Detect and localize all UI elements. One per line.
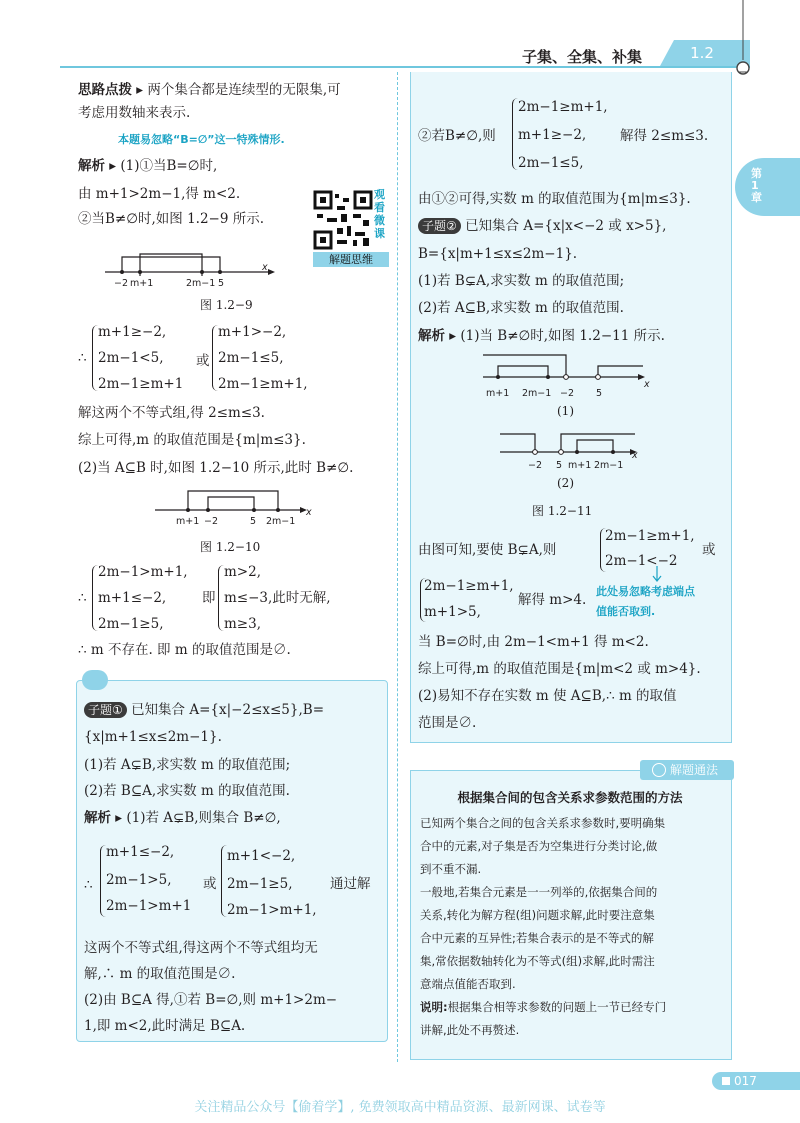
fig11b-label-5: 5 [556, 460, 563, 471]
sub1-tag: 子题① [84, 702, 127, 718]
jx-line1 [78, 156, 217, 176]
sysD-2: m+1>5, [424, 604, 481, 620]
method-line: 到不重不漏. [420, 862, 482, 876]
jx-label: 解析 [84, 810, 111, 826]
sub2-q2: B={x|m+1≤x≤2m−1}. [418, 246, 578, 262]
fig9-caption: 图 1.2−9 [200, 298, 253, 312]
method-line: 合中的元素,对子集是否为空集进行分类讨论,做 [420, 839, 658, 853]
sub1-through: 通过解 [330, 876, 371, 892]
sub2-jx [418, 326, 665, 346]
note-arrow [650, 566, 664, 584]
footer-watermark: 关注精品公众号【偷着学】, 免费领取高中精品资源、最新网课、试卷等 [194, 1100, 606, 1115]
page-number-icon [722, 1077, 730, 1085]
fig9-label-m1: m+1 [130, 278, 154, 289]
method-line: 一般地,若集合元素是一一列举的,依据集合间的 [420, 885, 658, 899]
fig10-label-m1: m+1 [176, 516, 200, 527]
solveTop: 解得 2≤m≤3. [620, 128, 709, 144]
fig10-caption: 图 1.2−10 [200, 540, 261, 554]
sysC-1: 2m−1≥m+1, [605, 528, 695, 544]
triangle-icon: ▸ [445, 328, 461, 344]
sys1b-3: 2m−1≥m+1, [218, 376, 308, 392]
hanging-decoration [728, 0, 758, 80]
sys1b-2: 2m−1≤5, [218, 350, 284, 366]
qr-caption: 解题思维 [313, 252, 389, 267]
method-line: 已知两个集合之间的包含关系求参数时,要明确集 [420, 816, 666, 830]
triangle-icon: ▸ [132, 82, 148, 98]
fig11-caption: 图 1.2−11 [532, 504, 593, 518]
sub2-tag: 子题② [418, 218, 461, 234]
sub1-sysB-1: m+1<−2, [227, 848, 296, 864]
qr-side-label: 观看微课 [374, 188, 385, 240]
fig11b-caption: (2) [557, 476, 574, 490]
sys1a-1: m+1≥−2, [98, 324, 167, 340]
sub1-a1-text: (1)若 A⊊B,则集合 B≠∅, [126, 810, 281, 826]
p2a: (2)易知不存在实数 m 使 A⊆B,∴ m 的取值 [418, 688, 677, 704]
sys2-3: 2m−1≥5, [98, 616, 164, 632]
p2b: 范围是∅. [418, 715, 477, 731]
jx-line2: 由 m+1>2m−1,得 m<2. [78, 186, 241, 202]
method-note-text: 根据集合相等求参数的问题上一节已经专门 [447, 1000, 667, 1014]
part2: (2)当 A⊆B 时,如图 1.2−10 所示,此时 B≠∅. [78, 460, 354, 476]
sub2-q4: (2)若 A⊆B,求实数 m 的取值范围. [418, 300, 624, 316]
sub1-a5: 1,即 m<2,此时满足 B⊆A. [84, 1018, 246, 1034]
sum1: 综上可得,m 的取值范围是{m|m≤3}. [78, 432, 306, 448]
sysC-2: 2m−1<−2 [605, 553, 678, 569]
jx-line3: ②当B≠∅时,如图 1.2−9 所示. [78, 211, 265, 227]
fig10-label-neg2: −2 [204, 516, 219, 527]
fig9-label-2m1: 2m−1 [186, 278, 216, 289]
sub2-jx-text: (1)当 B≠∅时,如图 1.2−11 所示. [460, 328, 665, 344]
fig11a-label-neg2: −2 [560, 388, 575, 399]
chapter-tab [735, 158, 800, 216]
sys1a-2: 2m−1<5, [98, 350, 164, 366]
triangle-icon: ▸ [105, 158, 121, 174]
triangle-icon: ▸ [111, 810, 127, 826]
sub2-q3: (1)若 B⊊A,求实数 m 的取值范围; [418, 273, 625, 289]
sys2-1: 2m−1>m+1, [98, 564, 188, 580]
fig11a-label-m1: m+1 [486, 388, 510, 399]
method-lines [420, 812, 726, 1042]
fig11a-caption: (1) [557, 404, 574, 418]
sub1-sysB-3: 2m−1>m+1, [227, 902, 317, 918]
fig11b-label-neg2: −2 [528, 460, 543, 471]
method-note-label: 说明: [420, 1000, 448, 1014]
sys1-or: 或 [196, 353, 210, 369]
fig11a-label-2m1: 2m−1 [522, 388, 552, 399]
sys2-ji: 即 [202, 590, 216, 606]
qr-code[interactable] [313, 190, 373, 250]
sub1-box-icon [82, 670, 108, 690]
sysTop-1: 2m−1≥m+1, [518, 99, 608, 115]
note-empty-case: 本题易忽略“B=∅”这一特殊情形. [118, 133, 285, 146]
sub1-a1 [84, 808, 281, 828]
method-badge-icon [652, 763, 666, 777]
hint-text: 两个集合都是连续型的无限集,可 [147, 82, 341, 98]
therefore-3: ∴ [84, 877, 93, 893]
sub1-a2: 这两个不等式组,得这两个不等式组均无 [84, 940, 318, 956]
fig11b-label-x: x [632, 450, 638, 461]
method-line: 合中元素的互异性;若集合表示的是不等式的解 [420, 931, 654, 945]
solve1: 解这两个不等式组,得 2≤m≤3. [78, 405, 265, 421]
note-end-2: 值能否取到. [596, 605, 656, 618]
sys2-2: m+1≤−2, [98, 590, 167, 606]
hint-paragraph [78, 80, 341, 100]
sys2r-3: m≥3, [224, 616, 261, 632]
conclude2: ∴ m 不存在. 即 m 的取值范围是∅. [78, 642, 291, 658]
sys1a-3: 2m−1≥m+1 [98, 376, 184, 392]
sub1-a4: (2)由 B⊆A 得,①若 B=∅,则 m+1>2m− [84, 992, 338, 1008]
sub1-sysA-1: m+1≤−2, [106, 844, 175, 860]
sys2r-1: m>2, [224, 564, 261, 580]
method-badge-label: 解题通法 [670, 763, 719, 777]
sysC-or: 或 [702, 542, 716, 558]
sub1-sysA-2: 2m−1>5, [106, 872, 172, 888]
sub1-q4: (2)若 B⊆A,求实数 m 的取值范围. [84, 783, 290, 799]
fig9-label-neg2: −2 [114, 278, 129, 289]
therefore-2: ∴ [78, 590, 87, 606]
page-number: 017 [734, 1074, 757, 1088]
fig10-label-2m1: 2m−1 [266, 516, 296, 527]
column-divider [397, 72, 398, 1062]
header-rule [60, 66, 750, 68]
section-number: 1.2 [690, 44, 714, 62]
sub1-q2: {x|m+1≤x≤2m−1}. [84, 729, 222, 745]
jx-label: 解析 [78, 158, 105, 174]
fig9-label-x: x [262, 262, 268, 273]
chapter-tab-label: 第1章 [751, 167, 762, 204]
sub2-q1-text: 已知集合 A={x|x<−2 或 x>5}, [465, 218, 667, 234]
sysTop-2: m+1≥−2, [518, 127, 587, 143]
method-title: 根据集合间的包含关系求参数范围的方法 [457, 790, 683, 805]
sysD-1: 2m−1≥m+1, [424, 578, 514, 594]
therefore-1: ∴ [78, 350, 87, 366]
sub1-a3: 解,∴ m 的取值范围是∅. [84, 966, 236, 982]
method-line: 关系,转化为解方程(组)问题求解,此时要注意集 [420, 908, 655, 922]
case2-label: ②若B≠∅,则 [418, 128, 496, 144]
sub1-or: 或 [203, 876, 217, 892]
fig10-label-5: 5 [250, 516, 257, 527]
sub2-q1 [418, 216, 666, 236]
sub1-q3: (1)若 A⊊B,求实数 m 的取值范围; [84, 757, 291, 773]
hint-label: 思路点拨 [78, 82, 132, 98]
sysTop-3: 2m−1≤5, [518, 155, 584, 171]
sub1-q1 [84, 700, 324, 720]
section-title: 子集、全集、补集 [522, 48, 643, 66]
sum2: 综上可得,m 的取值范围是{m|m<2 或 m>4}. [418, 661, 701, 677]
jx-text: (1)①当B=∅时, [120, 158, 218, 174]
fig11a-label-5: 5 [596, 388, 603, 399]
hint-line2: 考虑用数轴来表示. [78, 105, 191, 121]
fig11a-label-x: x [644, 379, 650, 390]
from-fig: 由图可知,要使 B⊊A,则 [418, 542, 557, 558]
method-line: 意端点值能否取到. [420, 977, 516, 991]
method-line: 集,常依据数轴转化为不等式(组)求解,此时需注 [420, 954, 655, 968]
sys2r-2: m≤−3,此时无解, [224, 590, 331, 606]
fig11b-label-m1: m+1 [568, 460, 592, 471]
method-note [420, 996, 726, 1019]
note-end-1: 此处易忽略考虑端点 [596, 585, 695, 598]
solveD: 解得 m>4. [518, 592, 587, 608]
method-note-line2: 讲解,此处不再赘述. [420, 1023, 520, 1037]
jx-label: 解析 [418, 328, 445, 344]
fig10-label-x: x [306, 507, 312, 518]
fig11b-label-2m1: 2m−1 [594, 460, 624, 471]
right-sum: 由①②可得,实数 m 的取值范围为{m|m≤3}. [418, 191, 691, 207]
sub1-sysA-3: 2m−1>m+1 [106, 898, 192, 914]
fig9-label-5: 5 [218, 278, 225, 289]
empty-case: 当 B=∅时,由 2m−1<m+1 得 m<2. [418, 634, 649, 650]
sub1-q1-text: 已知集合 A={x|−2≤x≤5},B= [131, 702, 325, 718]
sys1b-1: m+1>−2, [218, 324, 287, 340]
figure-1-2-11-a [478, 352, 653, 387]
sub1-sysB-2: 2m−1≥5, [227, 876, 293, 892]
